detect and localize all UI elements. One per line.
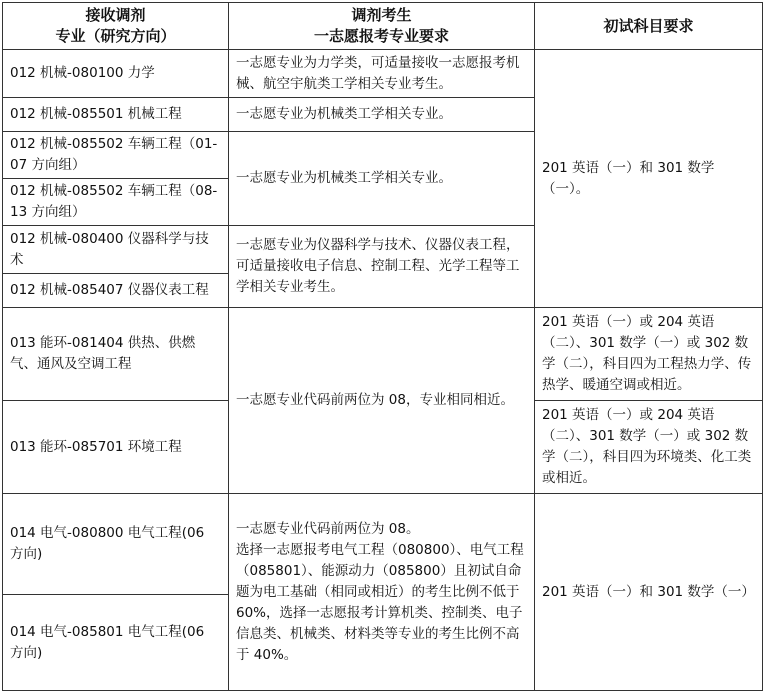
header-requirement bbox=[229, 3, 535, 50]
table-row bbox=[3, 494, 763, 595]
header-major bbox=[3, 3, 229, 50]
major-cell: 013 能环-081404 供热、供燃气、通风及空调工程 bbox=[3, 308, 229, 401]
admission-table bbox=[2, 2, 763, 691]
major-cell: 013 能环-085701 环境工程 bbox=[3, 401, 229, 494]
subject-cell: 201 英语（一）和 301 数学（一）。 bbox=[535, 50, 763, 308]
requirement-cell bbox=[229, 494, 535, 691]
table-row bbox=[3, 50, 763, 98]
requirement-line: 一志愿专业代码前两位为 08。 bbox=[236, 520, 420, 537]
requirement-line: 选择一志愿报考电气工程（080800）、电气工程（085801）、能源动力（085800）且初试自命题为电工基础（相同或相近）的考生比例不低于 60%，选择一志愿报考计算机类、控制类、电子信息类、机械类、材料类等专业的考生比例不高于 40%。 bbox=[236, 541, 524, 663]
subject-cell: 201 英语（一）和 301 数学（一） bbox=[535, 494, 763, 691]
header-requirement-line2: 一志愿报考专业要求 bbox=[313, 27, 449, 45]
subject-cell: 201 英语（一）或 204 英语（二）、301 数学（一）或 302 数学（二），科目四为环境类、化工类或相近。 bbox=[535, 401, 763, 494]
major-cell: 014 电气-085801 电气工程(06 方向) bbox=[3, 595, 229, 691]
header-requirement-line1: 调剂考生 bbox=[351, 6, 412, 24]
requirement-cell: 一志愿专业代码前两位为 08，专业相同相近。 bbox=[229, 308, 535, 494]
requirement-cell: 一志愿专业为仪器科学与技术、仪器仪表工程，可适量接收电子信息、控制工程、光学工程等工学相关专业考生。 bbox=[229, 226, 535, 308]
subject-cell: 201 英语（一）或 204 英语（二）、301 数学（一）或 302 数学（二），科目四为工程热力学、传热学、暖通空调或相近。 bbox=[535, 308, 763, 401]
requirement-cell: 一志愿专业为机械类工学相关专业。 bbox=[229, 132, 535, 226]
header-major-line1: 接收调剂 bbox=[85, 6, 146, 24]
requirement-cell: 一志愿专业为机械类工学相关专业。 bbox=[229, 98, 535, 132]
header-row bbox=[3, 3, 763, 50]
major-cell: 012 机械-080100 力学 bbox=[3, 50, 229, 98]
major-cell: 012 机械-085502 车辆工程（01-07 方向组） bbox=[3, 132, 229, 179]
major-cell: 012 机械-080400 仪器科学与技术 bbox=[3, 226, 229, 274]
requirement-cell: 一志愿专业为力学类，可适量接收一志愿报考机械、航空宇航类工学相关专业考生。 bbox=[229, 50, 535, 98]
major-cell: 012 机械-085502 车辆工程（08-13 方向组） bbox=[3, 179, 229, 226]
major-cell: 012 机械-085407 仪器仪表工程 bbox=[3, 274, 229, 308]
table-row bbox=[3, 308, 763, 401]
major-cell: 014 电气-080800 电气工程(06 方向) bbox=[3, 494, 229, 595]
header-major-line2: 专业（研究方向） bbox=[55, 27, 176, 45]
major-cell: 012 机械-085501 机械工程 bbox=[3, 98, 229, 132]
header-subjects: 初试科目要求 bbox=[535, 3, 763, 50]
